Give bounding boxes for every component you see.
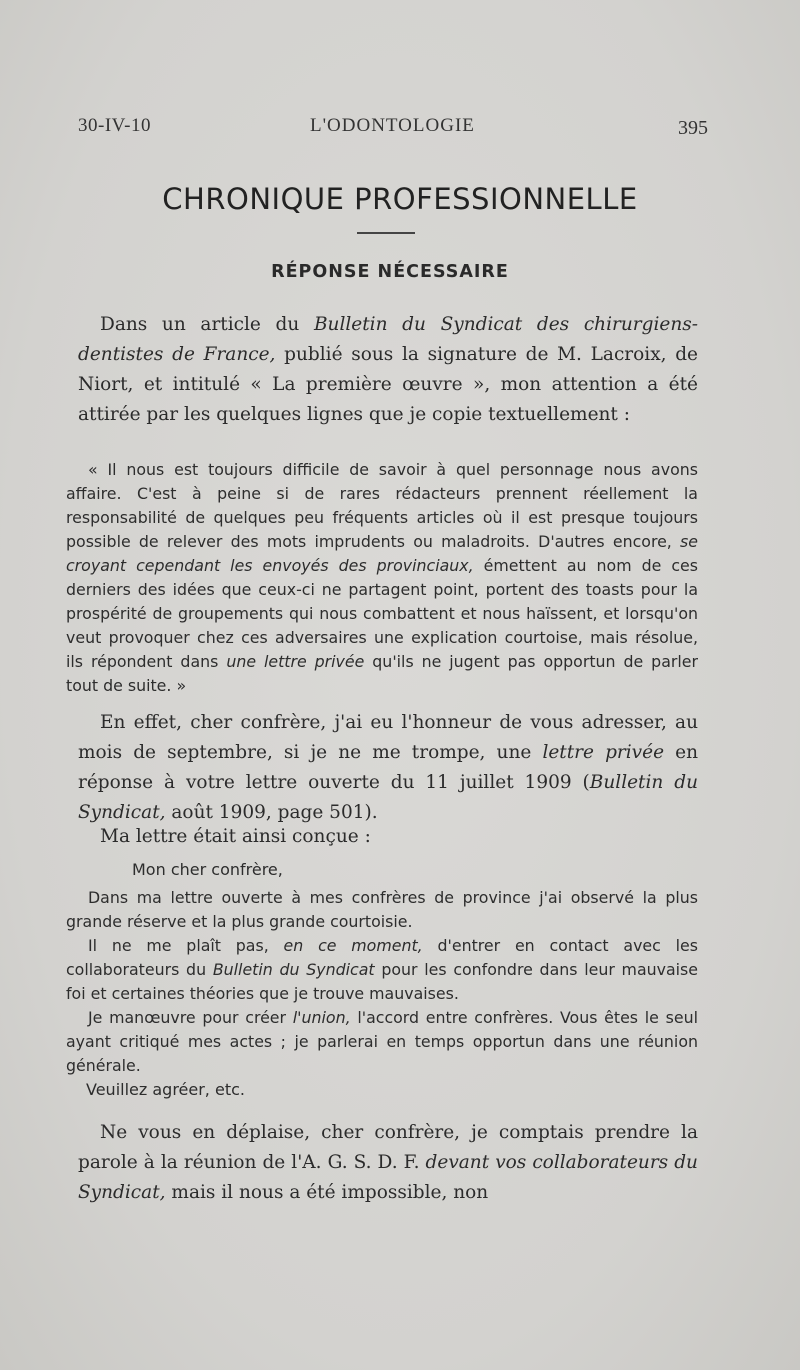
title-divider: [357, 232, 415, 234]
paragraph-1: Dans un article du Bulletin du Syndicat des chirurgiens-dentistes de France, publié sous la signature de M. Lacroix, de Niort, et intitulé « La première œuvre », mon attention a été attirée par les quelques lignes que je copie textuellement :: [78, 314, 699, 425]
journal-name: L'ODONTOLOGIE: [310, 115, 475, 136]
article-title: RÉPONSE NÉCESSAIRE: [271, 262, 509, 282]
letter-paragraph-1: Dans ma lettre ouverte à mes confrères de province j'ai observé la plus grande réserve et la plus grande courtoisie.: [66, 888, 698, 931]
quoted-passage: « Il nous est toujours difficile de savoir à quel personnage nous avons affaire. C'est à peine si de rares rédacteurs prennent réellement la responsabilité de quelques peu fréquents articles où il est presque toujours possible de relever des mots imprudents ou maladroits. D'autres encore, se croyant cependant les envoyés des provinciaux, émettent au nom de ces derniers des idées que ceux-ci ne partagent point, portent des toasts pour la prospérité de groupements qui nous combattent et nous haïssent, et lorsqu'on veut provoquer chez ces adversaires une explication courtoise, mais résolue, ils répondent dans une lettre privée qu'ils ne jugent pas opportun de parler tout de suite. »: [66, 460, 698, 695]
issue-date: 30-IV-10: [78, 115, 151, 136]
letter-paragraph-3: Je manœuvre pour créer l'union, l'accord entre confrères. Vous êtes le seul ayant critiqué mes actes ; je parlerai en temps opportun dans une réunion générale.: [66, 1008, 698, 1075]
letter-closing: Veuillez agréer, etc.: [86, 1080, 245, 1099]
paragraph-4: Ne vous en déplaise, cher confrère, je comptais prendre la parole à la réunion de l'A. G. S. D. F. devant vos collaborateurs du Syndicat, mais il nous a été impossible, non: [78, 1122, 698, 1203]
letter-paragraph-2: Il ne me plaît pas, en ce moment, d'entrer en contact avec les collaborateurs du Bulletin du Syndicat pour les confondre dans leur mauvaise foi et certaines théories que je trouve mauvaises.: [66, 936, 698, 1003]
paragraph-3: Ma lettre était ainsi conçue :: [100, 826, 371, 847]
running-header: [78, 115, 708, 145]
paragraph-2: En effet, cher confrère, j'ai eu l'honneur de vous adresser, au mois de septembre, si je ne me trompe, une lettre privée en réponse à votre lettre ouverte du 11 juillet 1909 (Bulletin du Syndicat, août 1909, page 501).: [78, 712, 699, 823]
page-number: 395: [678, 117, 708, 139]
letter-salutation: Mon cher confrère,: [132, 860, 283, 879]
section-title: CHRONIQUE PROFESSIONNELLE: [162, 182, 638, 216]
